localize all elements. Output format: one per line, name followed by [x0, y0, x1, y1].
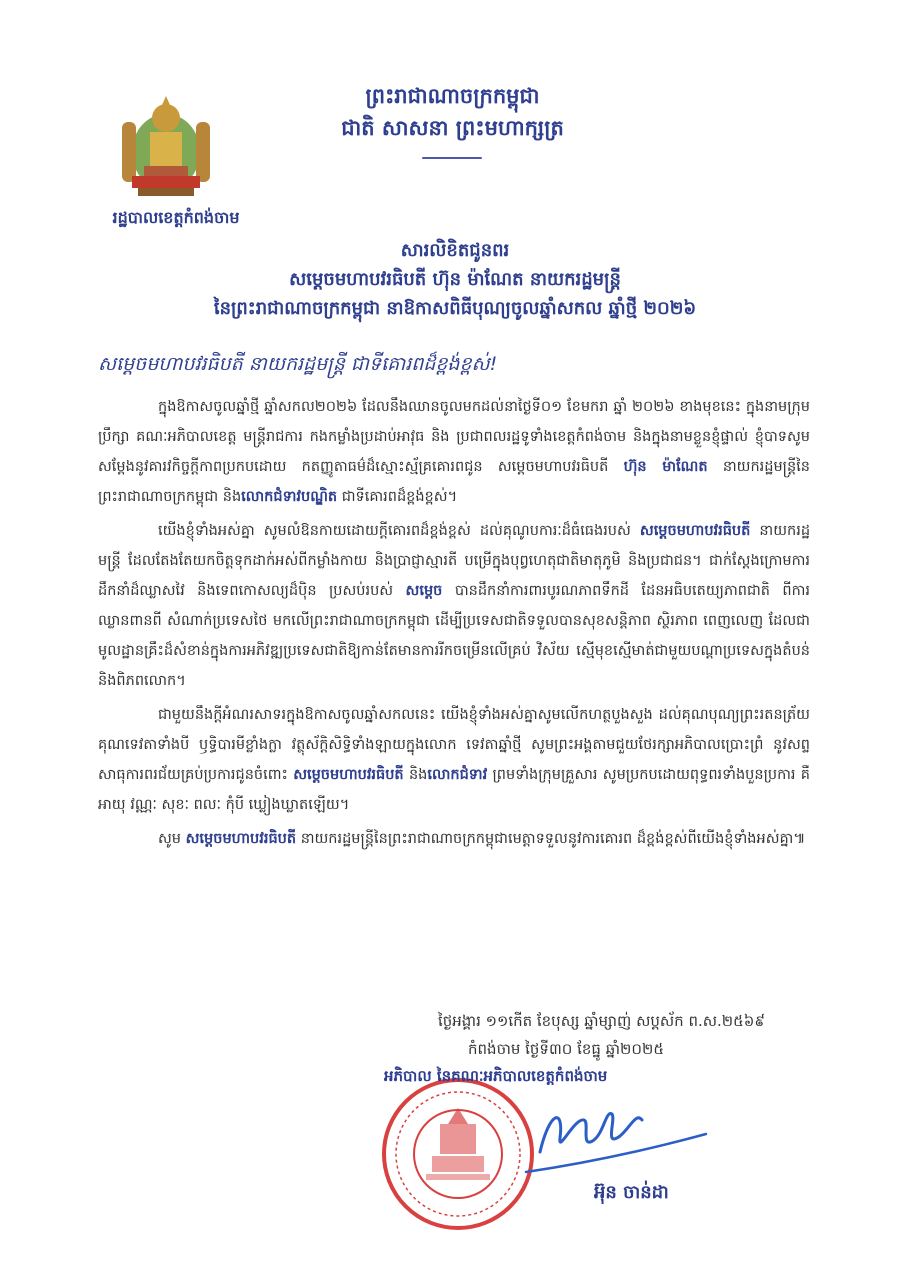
letter-title — [170, 236, 740, 323]
p1-spouse: លោកជំទាវបណ្ឌិត — [241, 489, 338, 505]
title-line-1: សារលិខិតជូនពរ — [400, 240, 510, 261]
p4-text-b: នាយករដ្ឋមន្ត្រីនៃព្រះរាជាណាចក្រកម្ពុជាមេត្តាទទួលនូវការគោរព ដ៏ខ្ពង់ខ្ពស់ពីយើងខ្ញុំទាំងអស់គ្នា៕ — [300, 831, 806, 847]
p2-pm-short: សម្តេច — [405, 583, 443, 599]
p3-spouse: លោកជំទាវ — [427, 767, 488, 783]
p3-text-c: ព្រមទាំងក្រុមគ្រួសារ សូមប្រកបដោយពុទ្ធពរទាំងបួនប្រការ គឺអាយុ វណ្ណៈ សុខៈ ពលៈ កុំបី ឃ្លៀងឃ្លាតឡើយ។ — [98, 767, 810, 813]
kingdom-name: ព្រះរាជាណាចក្រកម្ពុជា — [365, 84, 540, 108]
place-date: កំពង់ចាម ថ្ងៃទី៣០ ខែធ្នូ ឆ្នាំ២០២៥ — [468, 1040, 664, 1058]
paragraph-3 — [98, 700, 810, 820]
p2-pm-title: សម្តេចមហាបវរធិបតី — [639, 523, 751, 539]
paragraph-1 — [98, 392, 810, 512]
p1-text-c: ជាទីគោរពដ៏ខ្ពង់ខ្ពស់។ — [341, 489, 458, 505]
national-emblem — [104, 92, 228, 204]
paragraph-4 — [98, 824, 810, 854]
p3-pm-title: សម្តេចមហាបវរធិបតី — [293, 767, 404, 783]
p3-text-b: និង — [408, 767, 428, 783]
kingdom-header — [300, 80, 605, 144]
lunar-date: ថ្ងៃអង្គារ ១១កើត ខែបុស្ស ឆ្នាំម្សាញ់ សប្តស័ក ព.ស.២៥៦៩ — [438, 1012, 766, 1030]
signer-name: អ៊ុន ចាន់ដា — [594, 1182, 669, 1203]
p4-pm-title: សម្តេចមហាបវរធិបតី — [185, 831, 297, 847]
signer-title: អភិបាល នៃគណៈអភិបាលខេត្តកំពង់ចាម — [384, 1067, 608, 1085]
title-line-2: សម្តេចមហាបវរធិបតី ហ៊ុន ម៉ាណែត នាយករដ្ឋមន្ត្រី — [289, 269, 621, 290]
p4-text-a: សូម — [158, 831, 182, 847]
p2-text-a: យើងខ្ញុំទាំងអស់គ្នា សូមលំឱនកាយដោយក្តីគោរពដ៏ខ្ពង់ខ្ពស់ ដល់គុណូបការៈដ៏ធំធេងរបស់ — [158, 523, 631, 539]
paragraph-2 — [98, 516, 810, 696]
p2-text-c: បានដឹកនាំការពារបូរណភាពទឹកដី ដែនអធិបតេយ្យភាពជាតិ ពីការឈ្លានពានពី សំណាក់ប្រទេសថៃ មកលើព្រះរាជាណាចក្រកម្ពុជា ដើម្បីប្រទេសជាតិទទួលបានសុខសន្តិភាព ស្ថិរភាព ពេញលេញ ដែលជាមូលដ្ឋានគ្រឹះដ៏សំខាន់ក្នុងការអភិវឌ្ឍប្រទេសជាតិឱ្យកាន់តែមានការរីកចម្រើនលើគ្រប់ វិស័យ ស្មើមុខស្មើមាត់ជាមួយបណ្តាប្រទេសក្នុងតំបន់ និងពិភពលោក។ — [98, 583, 811, 689]
p1-pm-name: ហ៊ុន ម៉ាណែត — [623, 459, 708, 475]
p1-text-a: ក្នុងឱកាសចូលឆ្នាំថ្មី ឆ្នាំសកល២០២៦ ដែលនឹងឈានចូលមកដល់នាថ្ងៃទី០១ ខែមករា ឆ្នាំ ២០២៦ ខាងមុខនេះ ក្នុងនាមក្រុមប្រឹក្សា គណៈអភិបាលខេត្ត មន្ត្រីរាជការ កងកម្លាំងប្រដាប់អាវុធ និង ប្រជាពលរដ្ឋទូទាំងខេត្តកំពង់ចាម និងក្នុងនាមខ្លួនខ្ញុំផ្ទាល់ ខ្ញុំបាទសូមសម្តែងនូវគារវកិច្ចក្តីកាពប្រកបដោយ កតញ្ញូតាធម៌ដ៏ស្មោះស្ម័គ្រគោរពជូន សម្តេចមហាបវរធិបតី — [98, 399, 810, 475]
province-admin-label: រដ្ឋបាលខេត្តកំពង់ចាម — [112, 208, 240, 227]
letter-body — [98, 392, 810, 854]
title-line-3: នៃព្រះរាជាណាចក្រកម្ពុជា នាឱកាសពិធីបុណ្យចូលឆ្នាំសកល ឆ្នាំថ្មី ២០២៦ — [213, 298, 697, 319]
official-seal — [378, 1074, 538, 1234]
national-motto: ជាតិ សាសនា ព្រះមហាក្សត្រ — [341, 116, 564, 140]
handwritten-signature — [520, 1090, 710, 1180]
p1-text-b: នាយករដ្ឋមន្ត្រីនៃ ព្រះរាជាណាចក្រកម្ពុជា និង — [98, 459, 810, 505]
p2-text-b: នាយករដ្ឋមន្ត្រី ដែលតែងតែយកចិត្តទុកដាក់អស់ពីកម្លាំងកាយ និងប្រាជ្ញាស្មារតី បម្រើក្នុងបុព្វហេតុជាតិមាតុភូមិ និងប្រជាជន។ ជាក់ស្តែងក្រោមការដឹកនាំដ៏ឈ្លាសវៃ និងទេពកោសល្យដ៏ប៉ិន ប្រសប់របស់ — [98, 523, 811, 599]
header-divider — [422, 157, 482, 159]
salutation: សម្តេចមហាបវរធិបតី នាយករដ្ឋមន្ត្រី ជាទីគោរពដ៏ខ្ពង់ខ្ពស់! — [98, 353, 498, 375]
p3-text-a: ជាមួយនឹងក្តីអំណរសាទរក្នុងឱកាសចូលឆ្នាំសកលនេះ យើងខ្ញុំទាំងអស់គ្នាសូមលើកហត្ថបួងសួង ដល់គុណបុណ្យព្រះរតនត្រ័យ គុណទេវតាទាំងបី ឫទ្ធិបារមីខ្លាំងក្លា វត្ថុស័ក្តិសិទ្ធិទាំងឡាយក្នុងលោក ទេវតាឆ្នាំថ្មី សូមព្រះអង្គតាមជួយថែរក្សាអភិបាលប្រោះព្រំ នូវសព្ទសាធុការពរជ័យគ្រប់ប្រការជូនចំពោះ — [98, 707, 810, 783]
